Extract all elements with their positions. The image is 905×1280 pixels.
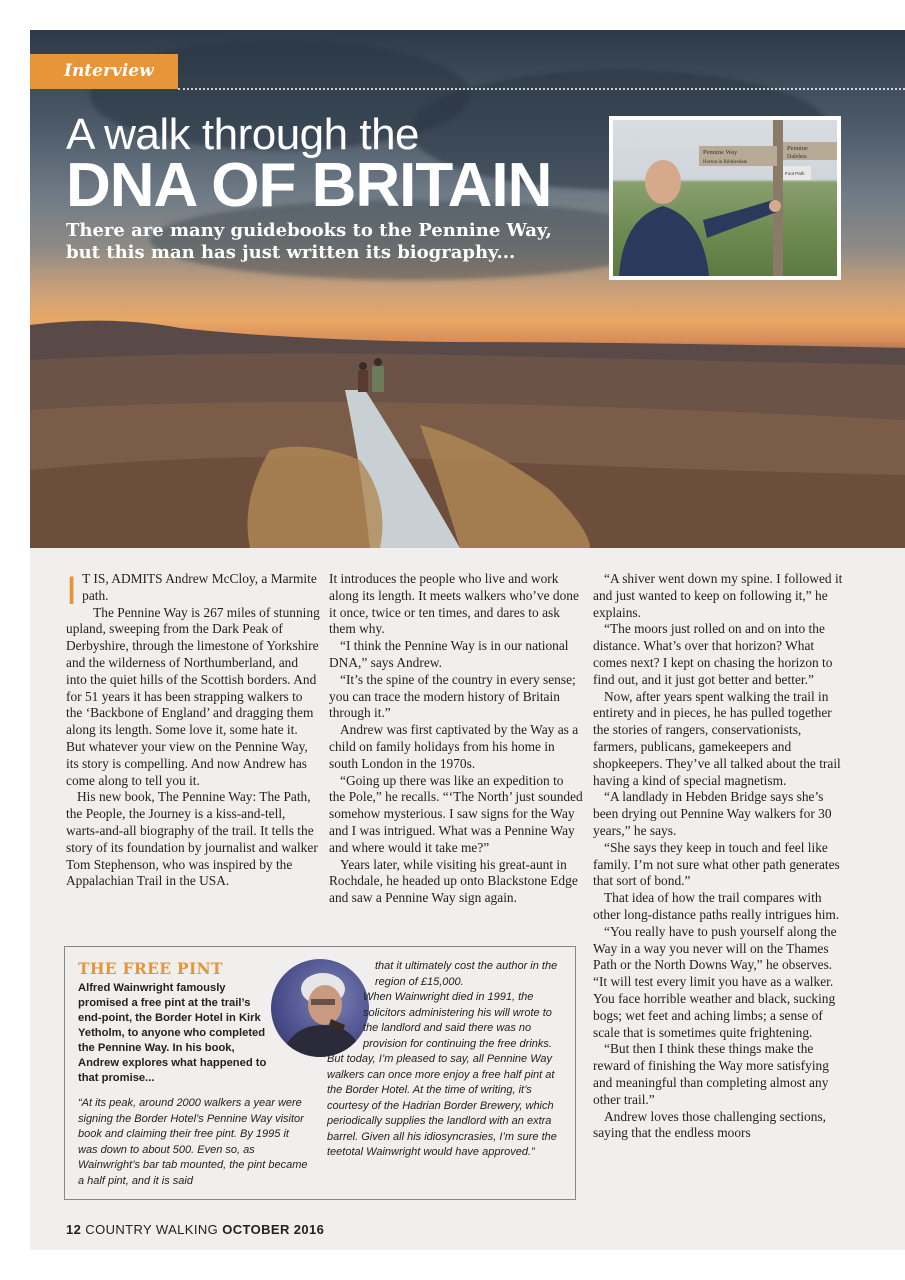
article-paragraph: “You really have to push yourself along the Way in a way you never will on the Thames Path or the North Downs Way,” he observes. “It will test every limit you have as a walker. You face horrible weather and black, sucking bogs; wet feet and aching limbs; a sense of scale that is sometimes quite frightening. (593, 923, 837, 1040)
article-paragraph: “It’s the spine of the country in every sense; you can trace the modern history of Britain through it.” (329, 671, 576, 721)
magazine-name: COUNTRY WALKING (85, 1222, 219, 1237)
section-label: Interview (64, 61, 154, 81)
article-paragraph: “Going up there was like an expedition to the Pole,” he recalls. “‘The North’ just sounded somehow mysterious. I saw signs for the Way and I was intrigued. What was a Pennine Way and where would it take me?” (329, 772, 583, 855)
sign-text-1: Pennine Way (703, 149, 738, 156)
page-footer (66, 1222, 324, 1237)
sign-text-2: Horton in Ribblesdale (703, 160, 748, 165)
standfirst: There are many guidebooks to the Pennine Way, but this man has just written its biography... (66, 220, 552, 263)
article-column-1 (66, 571, 320, 890)
magazine-page (30, 30, 905, 1250)
article-column-2 (329, 571, 583, 907)
sign-text-4: Dalehea (787, 154, 807, 160)
article-paragraph: “But then I think these things make the reward of finishing the Way more satisfying and meaningful than completing almost any other trail.” (593, 1041, 829, 1107)
free-pint-quote-paragraph: When Wainwright died in 1991, the solicitors administering his will wrote to the landlord and said there was no provision for continuing the free drinks. (363, 991, 552, 1050)
article-paragraph: Andrew was first captivated by the Way as a child on family holidays from his home in south London in the 1970s. (329, 722, 579, 771)
free-pint-intro: Alfred Wainwright famously promised a free pint at the trail’s end-point, the Border Hotel in Kirk Yetholm, to anyone who completed the Pennine Way. In his book, Andrew explores what happened to that promise... (78, 982, 267, 1084)
article-paragraph: It introduces the people who live and work along its length. It meets walkers who’ve done it once, twice or ten times, and dares to ask them why. (329, 571, 579, 637)
free-pint-quote-paragraph: that it ultimately cost the author in the region of £15,000. (375, 960, 558, 988)
hero-photo (30, 30, 905, 548)
free-pint-quote-left: “At its peak, around 2000 walkers a year were signing the Border Hotel’s Pennine Way visitor book and claiming their free pint. By 1995 it was down to about 500. Even so, as Wainwright’s bar tab mounted, the pint became a half pint, and it is said (78, 1097, 308, 1187)
article-column-3 (593, 571, 847, 1142)
free-pint-box (64, 946, 576, 1200)
article-paragraph: Years later, while visiting his great-aunt in Rochdale, he headed up onto Blackstone Edge and saw a Pennine Way sign again. (329, 856, 578, 906)
sign-text-3: Pennine (787, 145, 808, 152)
article-paragraph: Now, after years spent walking the trail in entirety and in pieces, he has pulled together the stories of rangers, conservationists, farmers, publicans, gamekeepers and shopkeepers. They’ve all talked about the trail having a kind of special magnetism. (593, 688, 841, 788)
article-paragraph: His new book, The Pennine Way: The Path, the People, the Journey is a kiss-and-tell, warts-and-all biography of the trail. It tells the story of its foundation by journalist and walker Tom Stephenson, who was inspired by the Appalachian Trail in the USA. (66, 789, 318, 889)
article-paragraph: “A shiver went down my spine. I followed it and just wanted to keep on following it,” he explains. (593, 571, 843, 620)
sign-text-5: Foot Path (785, 171, 805, 176)
inset-photo-andrew (609, 116, 841, 280)
article-paragraph: T IS, ADMITS Andrew McCloy, a Marmite path. (82, 571, 317, 603)
article-paragraph: The Pennine Way is 267 miles of stunning upland, sweeping from the Dark Peak of Derbyshire, through the limestone of Yorkshire and the wilderness of Northumberland, and into the quiet hills of the Scottish borders. And for 51 years it has been strapping walkers to the ‘Backbone of England’ and dragging them along its length. Some love it, some hate it. But whatever your view on the Pennine Way, its story is compelling. And now Andrew has come along to tell you it. (66, 604, 320, 788)
issue-date: OCTOBER 2016 (222, 1222, 325, 1237)
article-paragraph: That idea of how the trail compares with other long-distance paths really intrigues him. (593, 890, 840, 922)
dotted-rule (178, 88, 905, 90)
article-paragraph: “She says they keep in touch and feel like family. I’m not sure what other path generates that sort of bond.” (593, 839, 840, 889)
moorland-landscape (30, 30, 905, 548)
page-number: 12 (66, 1222, 82, 1237)
article-paragraph: “I think the Pennine Way is in our national DNA,” says Andrew. (329, 638, 569, 670)
article-paragraph: “A landlady in Hebden Bridge says she’s been drying out Pennine Way walkers for 30 years,” he says. (593, 789, 832, 838)
drop-cap: I (66, 569, 78, 613)
free-pint-quote-paragraph: But today, I’m pleased to say, all Pennine Way walkers can once more enjoy a free half pint at the Border Hotel. At the time of writing, it’s courtesy of the Hadrian Border Brewery, which periodically supplies the landlord with an extra barrel. Given all his idiosyncrasies, I’m sure the teetotal Wainwright would have approved.” (327, 1053, 557, 1158)
headline-line-1: A walk through the (66, 110, 420, 159)
free-pint-title: THE FREE PINT (78, 959, 223, 978)
headline-line-2: DNA OF BRITAIN (66, 151, 552, 220)
article-paragraph: “The moors just rolled on and on into the distance. What’s over that horizon? What comes next? I kept on chasing the horizon to find out, and it just got better and better.” (593, 621, 833, 687)
free-pint-quote-right (327, 959, 567, 1161)
inset-photo-scene (613, 120, 837, 276)
article-paragraph: Andrew loves those challenging sections, saying that the endless moors (593, 1108, 827, 1141)
